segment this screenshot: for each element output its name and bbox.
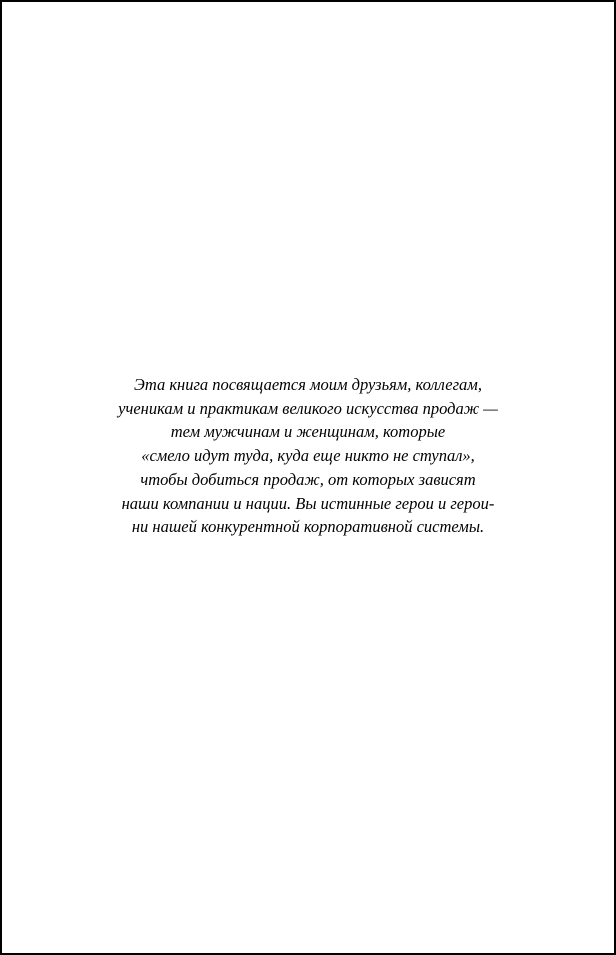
dedication-line: ни нашей конкурентной корпоративной системы. xyxy=(131,517,485,537)
dedication-line: тем мужчинам и женщинам, которые xyxy=(170,422,446,442)
dedication-line: ученикам и практикам великого искусства продаж — xyxy=(118,398,498,418)
dedication-line: «смело идут туда, куда еще никто не ступал», xyxy=(141,446,475,466)
dedication-text xyxy=(58,373,558,539)
dedication-line: Эта книга посвящается моим друзьям, коллегам, xyxy=(134,375,482,394)
dedication-line: наши компании и нации. Вы истинные герои и герои- xyxy=(121,493,495,513)
dedication-line: чтобы добиться продаж, от которых зависят xyxy=(140,469,476,489)
